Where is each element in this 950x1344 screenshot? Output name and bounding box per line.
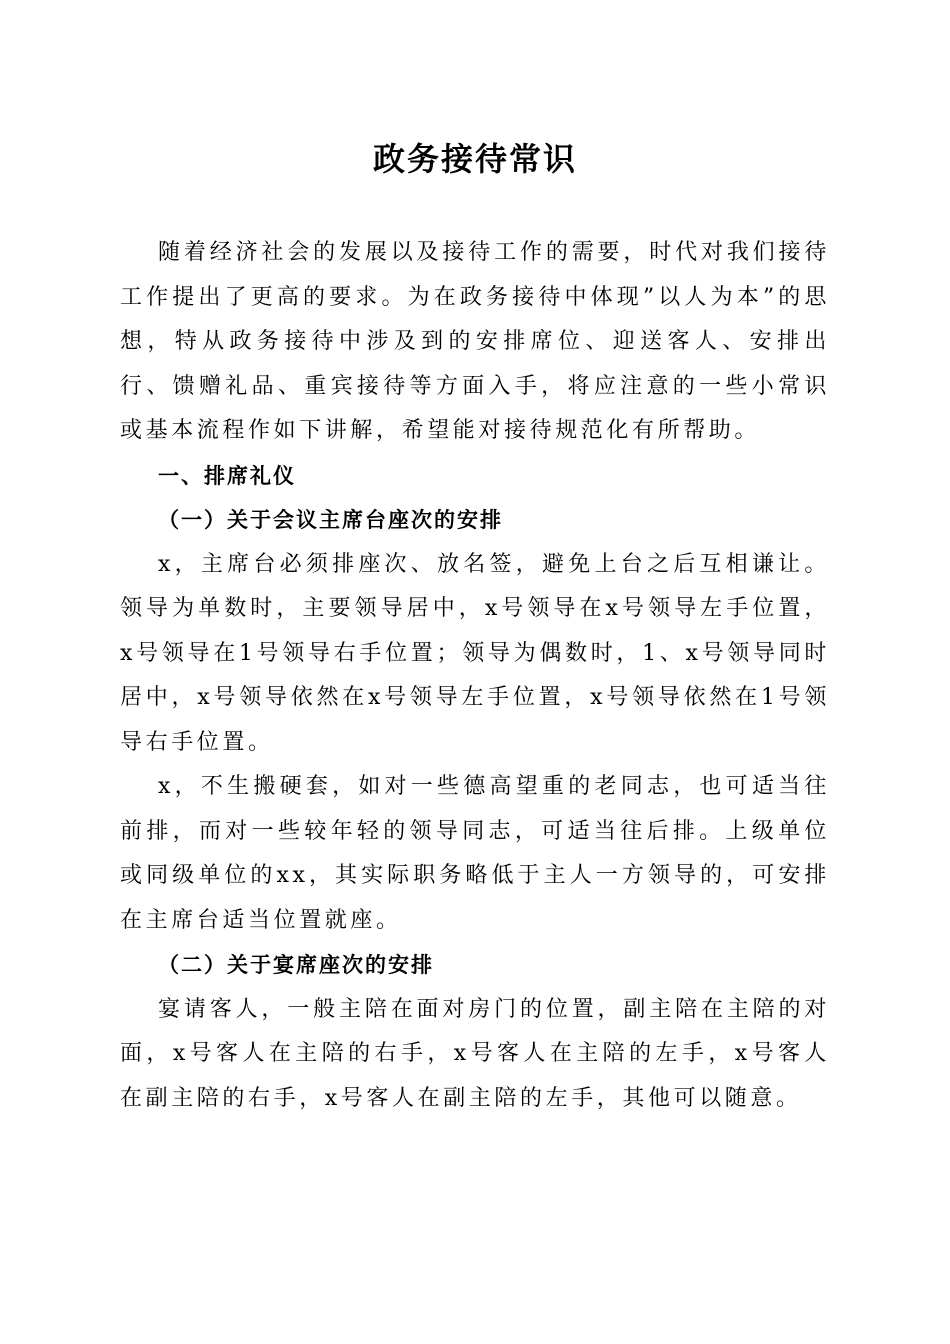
intro-paragraph: 随着经济社会的发展以及接待工作的需要，时代对我们接待工作提出了更高的要求。为在政务接待中体现”以人为本”的思想，特从政务接待中涉及到的安排席位、迎送客人、安排出行、馈赠礼品、重宾接待等方面入手，将应注意的一些小常识或基本流程作如下讲解，希望能对接待规范化有所帮助。	[120, 240, 830, 443]
document-title: 政务接待常识	[372, 140, 577, 178]
subsection-heading-rostrum-seating: （一）关于会议主席台座次的安排	[158, 507, 503, 532]
document-body	[120, 231, 830, 1121]
banquet-paragraph-1: 宴请客人，一般主陪在面对房门的位置，副主陪在主陪的对面，x号客人在主陪的右手，x号客人在主陪的左手，x号客人在副主陪的右手，x号客人在副主陪的左手，其他可以随意。	[120, 996, 830, 1111]
rostrum-paragraph-1: x，主席台必须排座次、放名签，避免上台之后互相谦让。领导为单数时，主要领导居中，x号领导在x号领导左手位置，x号领导在1号领导右手位置；领导为偶数时，1、x号领导同时居中，x号领导依然在x号领导左手位置，x号领导依然在1号领导右手位置。	[120, 551, 830, 755]
subsection-heading-banquet-seating: （二）关于宴席座次的安排	[158, 952, 434, 977]
section-heading-seating-etiquette: 一、排席礼仪	[158, 463, 296, 488]
rostrum-paragraph-2: x，不生搬硬套，如对一些德高望重的老同志，也可适当往前排，而对一些较年轻的领导同志，可适当往后排。上级单位或同级单位的xx，其实际职务略低于主人一方领导的，可安排在主席台适当位置就座。	[120, 774, 830, 933]
